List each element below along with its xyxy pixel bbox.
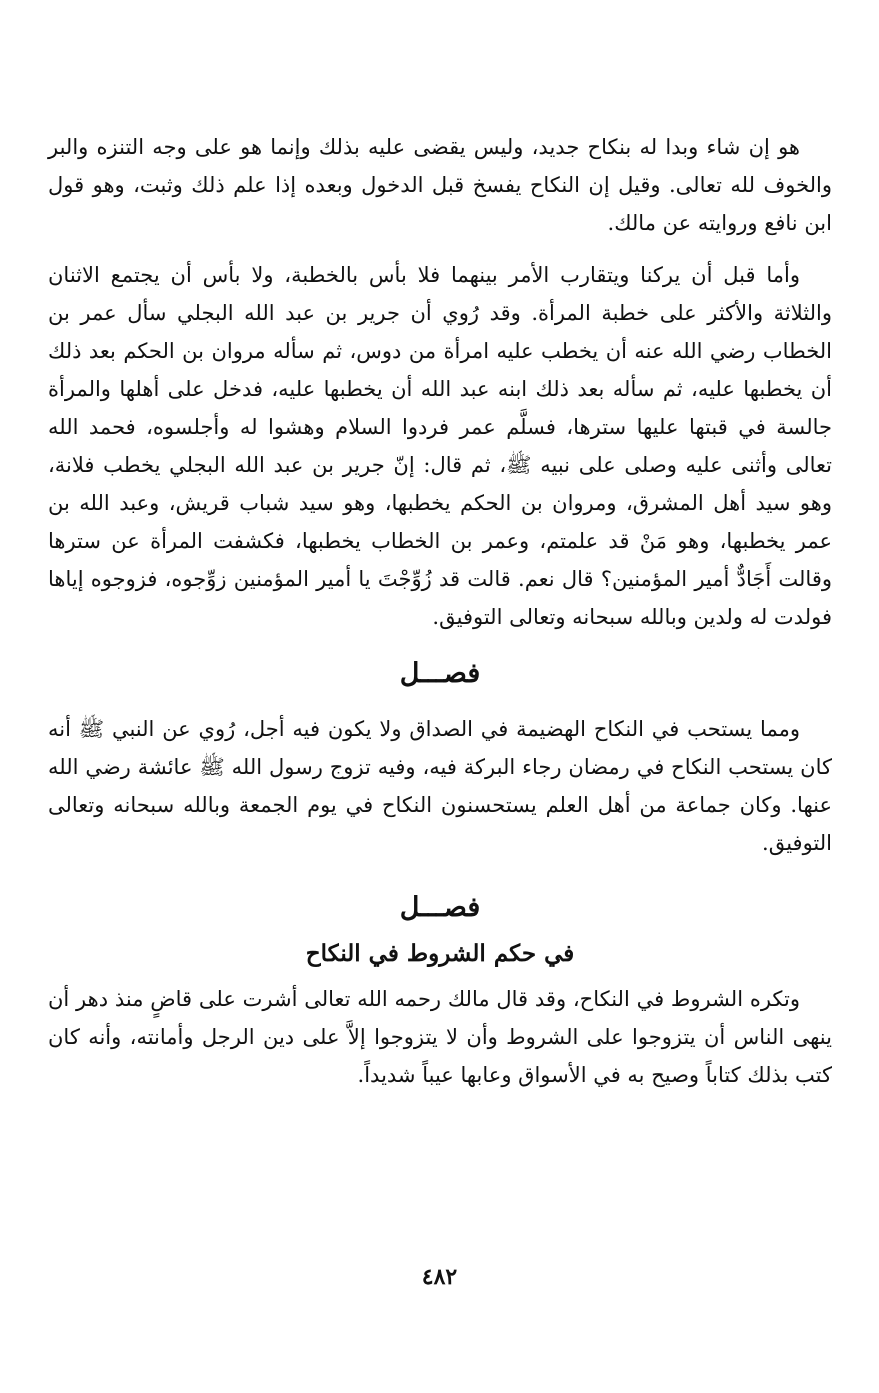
section-heading-conditions: فصـــل xyxy=(399,892,481,923)
section-subheading: في حكم الشروط في النكاح xyxy=(305,940,575,967)
page-body xyxy=(48,128,832,1094)
paragraph-dowry: ومما يستحب في النكاح الهضيمة في الصداق ولا يكون فيه أجل، رُوي عن النبي ﷺ أنه كان يستحب النكاح في رمضان رجاء البركة فيه، وفيه تزوج رسول الله ﷺ عائشة رضي الله عنها. وكان جماعة من أهل العلم يستحسنون النكاح في يوم الجمعة وبالله سبحانه وتعالى التوفيق. xyxy=(48,717,832,855)
page-number: ٤٨٢ xyxy=(421,1264,458,1290)
section-heading: فصـــل xyxy=(399,658,481,689)
paragraph-conditions: وتكره الشروط في النكاح، وقد قال مالك رحمه الله تعالى أشرت على قاضٍ منذ دهر أن ينهى الناس أن يتزوجوا على الشروط وأن لا يتزوجوا إلاَّ على دين الرجل وأمانته، وأنه كان كتب بذلك كتاباً وصيح به في الأسواق وعابها عيباً شديداً. xyxy=(48,987,832,1087)
paragraph-continuation: هو إن شاء وبدا له بنكاح جديد، وليس يقضى عليه بذلك وإنما هو على وجه التنزه والبر والخوف لله تعالى. وقيل إن النكاح يفسخ قبل الدخول وبعده إذا علم ذلك وثبت، وهو قول ابن نافع وروايته عن مالك. xyxy=(48,135,832,235)
paragraph-proposal: وأما قبل أن يركنا ويتقارب الأمر بينهما فلا بأس بالخطبة، ولا بأس أن يجتمع الاثنان والثلاثة والأكثر على خطبة المرأة. وقد رُوي أن جرير بن عبد الله البجلي سأل عمر بن الخطاب رضي الله عنه أن يخطب عليه امرأة من دوس، ثم سأله مروان بن الحكم بعد ذلك أن يخطبها عليه، ثم سأله بعد ذلك ابنه عبد الله أن يخطبها عليه، فدخل على أهلها والمرأة جالسة في قبتها عليها سترها، فسلَّم عمر فردوا السلام وهشوا له وأجلسوه، فحمد الله تعالى وأثنى عليه وصلى على نبيه ﷺ، ثم قال: إنّ جرير بن عبد الله البجلي يخطب فلانة، وهو سيد أهل المشرق، ومروان بن الحكم يخطبها، وهو سيد شباب قريش، وعبد الله بن عمر يخطبها، وهو مَنْ قد علمتم، وعمر بن الخطاب يخطبها، فكشفت المرأة عن سترها وقالت أَجَادٌّ أمير المؤمنين؟ قال نعم. قالت قد زُوِّجْتَ يا أمير المؤمنين زوِّجوه، فزوجوه إياها فولدت له ولدين وبالله سبحانه وتعالى التوفيق. xyxy=(48,263,832,629)
